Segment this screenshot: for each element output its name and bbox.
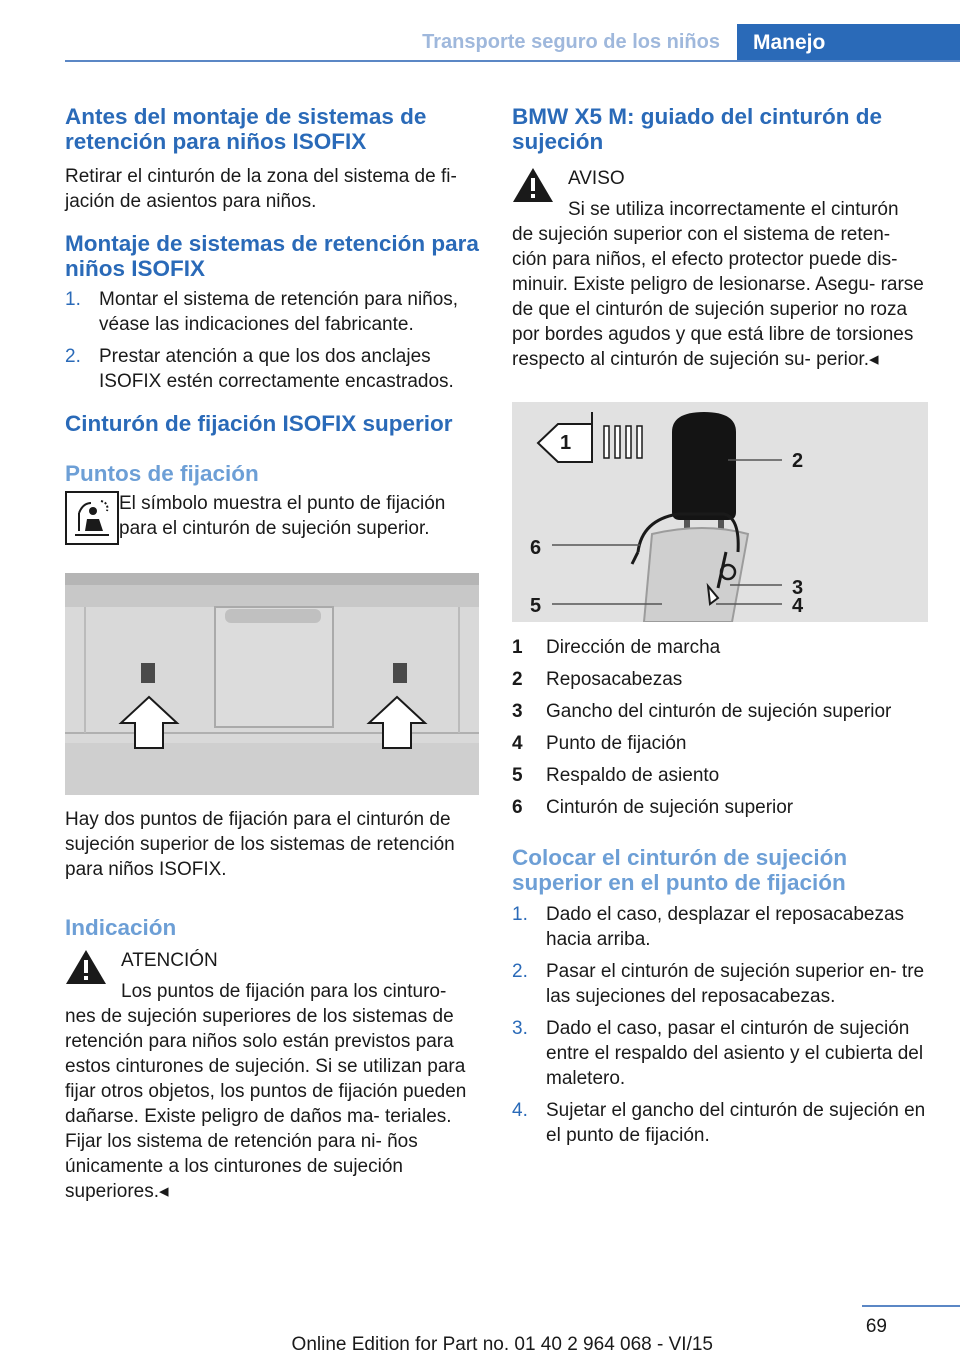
step-text: Prestar atención a que los dos anclajes ISOFIX estén correctamente encastrados. (99, 346, 454, 392)
list-item (512, 1016, 926, 1091)
step-text: Montar el sistema de retención para niños, véase las indicaciones del fabricante. (99, 289, 459, 335)
page-number: 69 (865, 1316, 887, 1337)
list-item (512, 1098, 926, 1148)
footer-edition: Online Edition for Part no. 01 40 2 964 068 - VI/15 (291, 1334, 713, 1355)
list-item (65, 287, 479, 337)
legend-text: Respaldo de asiento (546, 765, 720, 786)
headrest-belt-figure (512, 402, 928, 622)
legend-item (512, 795, 926, 820)
step-number: 2. (512, 961, 528, 982)
warning-first-line: Los puntos de fijación para los cinturo- (121, 981, 447, 1002)
step-number: 2. (65, 346, 81, 367)
step-text: Pasar el cinturón de sujeción superior en- tre las sujeciones del reposacabezas. (546, 961, 925, 1007)
warning-first-line: Si se utiliza incorrectamente el cinturón (568, 199, 899, 220)
legend-text: Dirección de marcha (546, 637, 721, 658)
step-number: 4. (512, 1100, 528, 1121)
legend-number: 4 (512, 733, 523, 754)
step-number: 1. (512, 904, 528, 925)
header-chapter-tab[interactable]: Manejo (737, 24, 960, 62)
callout-6: 6 (530, 537, 542, 559)
montaje-steps (65, 287, 479, 394)
step-text: Sujetar el gancho del cinturón de sujeción en el punto de fijación. (546, 1100, 926, 1146)
header-rule (65, 60, 960, 62)
warning-title: ATENCIÓN (121, 950, 218, 971)
legend-text: Punto de fijación (546, 733, 687, 754)
legend-number: 1 (512, 637, 523, 658)
figure-legend (512, 635, 926, 820)
warning-icon (512, 166, 554, 204)
heading-antes-montaje: Antes del montaje de sistemas de retención para niños ISOFIX (65, 104, 427, 154)
heading-indicacion: Indicación (65, 915, 177, 940)
callout-3: 3 (792, 577, 804, 599)
heading-cinturon-isofix: Cinturón de fijación ISOFIX superior (65, 411, 453, 436)
legend-text: Gancho del cinturón de sujeción superior (546, 701, 892, 722)
warning-title: AVISO (568, 168, 625, 189)
right-column (512, 104, 926, 1155)
callout-5: 5 (530, 595, 542, 617)
list-item (512, 902, 926, 952)
legend-number: 2 (512, 669, 523, 690)
colocar-steps (512, 902, 926, 1148)
symbol-description: El símbolo muestra el punto de fijación para el cinturón de sujeción superior. (119, 493, 446, 539)
legend-text: Cinturón de sujeción superior (546, 797, 794, 818)
warning-block (512, 166, 926, 222)
step-text: Dado el caso, pasar el cinturón de sujeción entre el respaldo del asiento y el cubierta del maletero. (546, 1018, 924, 1089)
legend-item (512, 763, 926, 788)
list-item (512, 959, 926, 1009)
left-column (65, 104, 479, 1204)
heading-montaje-isofix: Montaje de sistemas de retención para niños ISOFIX (65, 231, 479, 281)
callout-4: 4 (792, 595, 804, 617)
legend-number: 5 (512, 765, 523, 786)
legend-item (512, 699, 926, 724)
legend-number: 3 (512, 701, 523, 722)
heading-puntos-fijacion: Puntos de fijación (65, 461, 259, 486)
warning-body: nes de sujeción superiores de los sistemas de retención para niños solo están previstos para estos cinturones de sujeción. Si se utilizan para fijar otros objetos, los puntos de fijación pueden dañarse. Existe peligro de daños ma- teriales. Fijar los sistema de retención para ni- ños únicamente a los cinturones de sujeción superiores.◂ (65, 1006, 467, 1202)
callout-1: 1 (560, 432, 572, 454)
heading-bmw-x5m: BMW X5 M: guiado del cinturón de sujeción (512, 104, 882, 154)
callout-2: 2 (792, 450, 804, 472)
isofix-anchor-icon (65, 491, 119, 545)
list-item (65, 344, 479, 394)
footer-rule (862, 1305, 960, 1307)
paragraph-dos-puntos: Hay dos puntos de fijación para el cinturón de sujeción superior de los sistemas de retención para niños ISOFIX. (65, 809, 455, 880)
step-text: Dado el caso, desplazar el reposacabezas hacia arriba. (546, 904, 905, 950)
legend-number: 6 (512, 797, 523, 818)
warning-block (65, 948, 479, 1004)
trunk-anchor-figure (65, 573, 479, 795)
warning-body: de sujeción superior con el sistema de reten- ción para niños, el efecto protector puede dis- minuir. Existe peligro de lesionarse. Asegu- rarse de que el cinturón de sujeción superior no roza por bordes agudos y que está libre de torsiones respecto al cinturón de sujeción su- perior.◂ (512, 224, 924, 370)
step-number: 1. (65, 289, 81, 310)
header-section-title: Transporte seguro de los niños (422, 31, 720, 53)
step-number: 3. (512, 1018, 528, 1039)
legend-item (512, 667, 926, 692)
paragraph-retirar: Retirar el cinturón de la zona del sistema de fi- jación de asientos para niños. (65, 166, 457, 212)
legend-item (512, 731, 926, 756)
heading-colocar-cinturon: Colocar el cinturón de sujeción superior en el punto de fijación (512, 845, 848, 895)
warning-icon (65, 948, 107, 986)
legend-text: Reposacabezas (546, 669, 683, 690)
symbol-row (65, 491, 479, 545)
legend-item (512, 635, 926, 660)
